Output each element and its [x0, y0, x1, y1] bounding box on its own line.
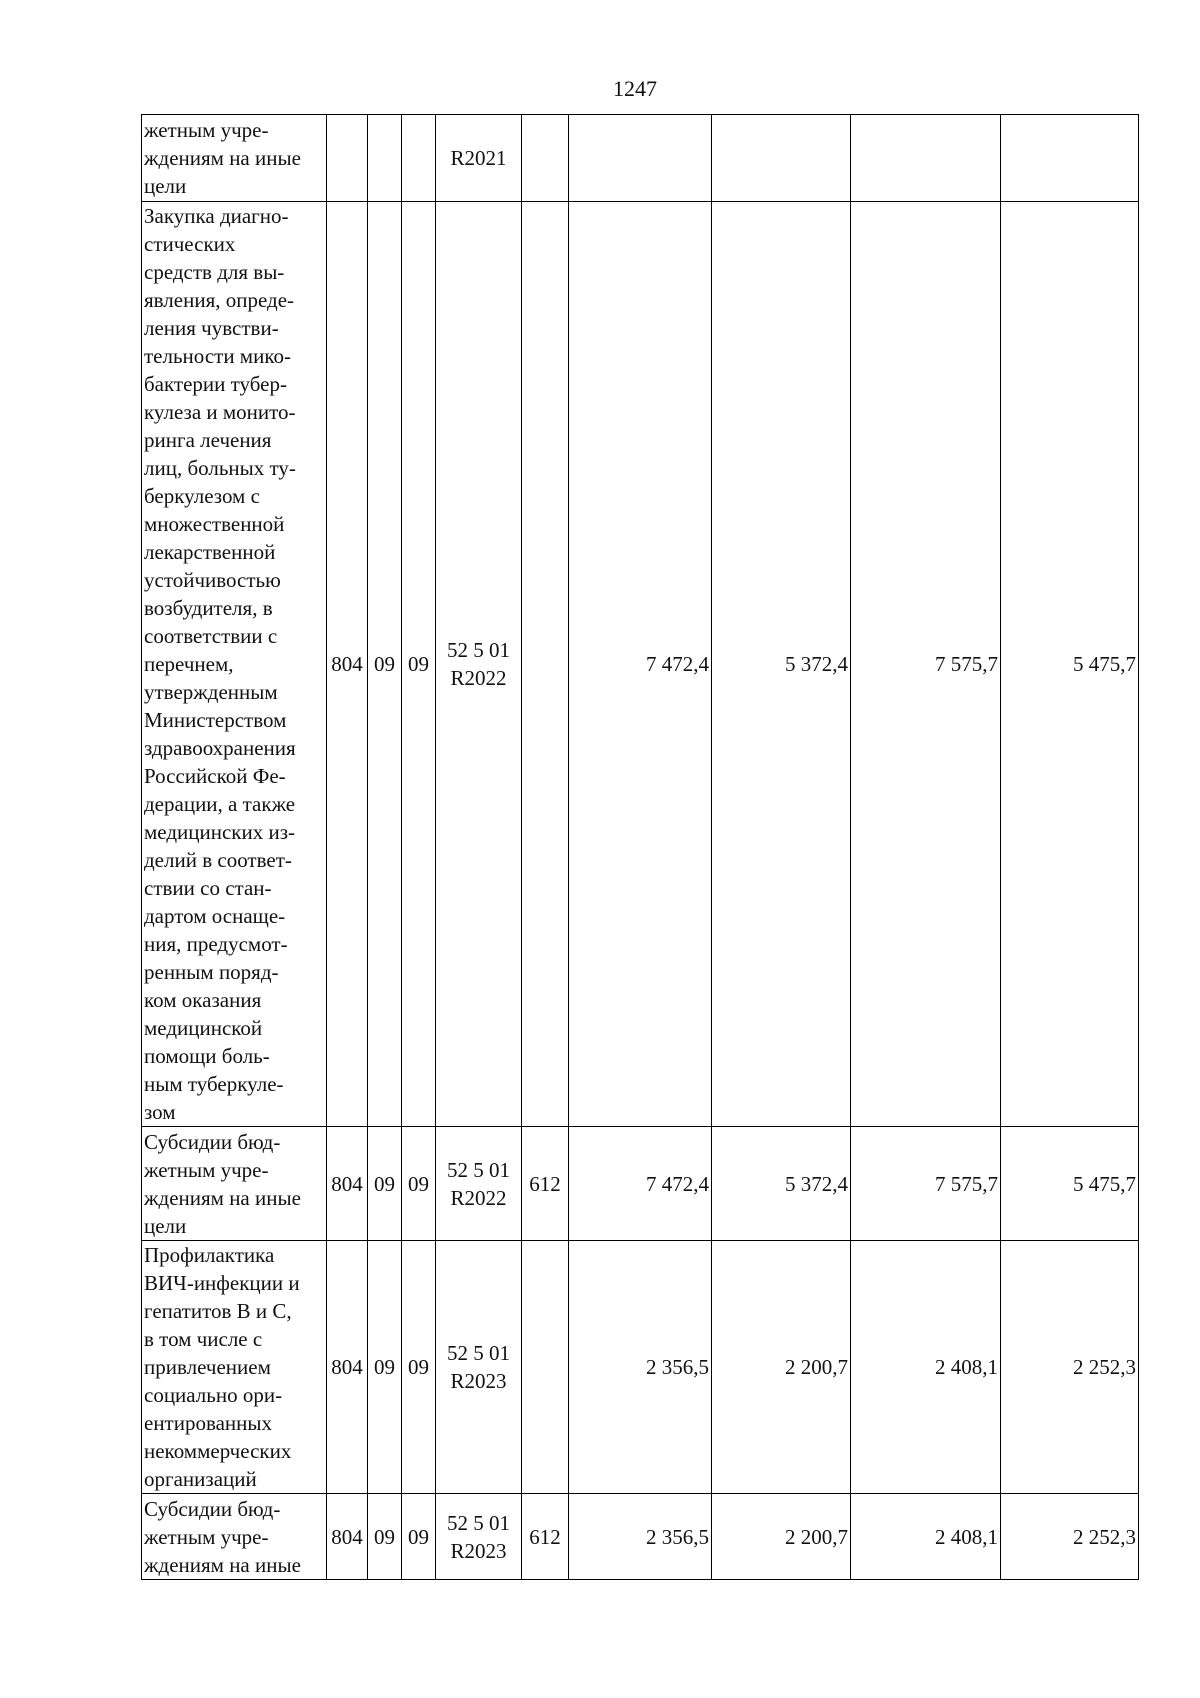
amount-cell-1: 7 472,4 [569, 1127, 712, 1241]
target-article-cell [436, 115, 522, 202]
description-line: привлечением [144, 1355, 271, 1379]
target-article-line: 52 5 01 [447, 638, 510, 662]
description-line: лекарственной [144, 540, 276, 564]
target-article-line: R2022 [450, 666, 507, 690]
table-row [142, 1241, 1139, 1494]
amount-cell-1 [569, 115, 712, 202]
target-article-line: 52 5 01 [447, 1341, 510, 1365]
description-cell [142, 1127, 327, 1241]
description-line: цели [144, 1213, 187, 1238]
description-line: тельности мико- [144, 344, 291, 368]
description-line: множественной [144, 512, 285, 536]
amount-cell-3: 2 408,1 [851, 1494, 1001, 1580]
description-line: соответствии с [144, 624, 278, 648]
description-line: ждениям на иные [144, 146, 301, 170]
description-cell [142, 115, 327, 202]
amount-cell-4: 5 475,7 [1001, 202, 1139, 1127]
ministry-code-cell: 804 [327, 1127, 368, 1241]
section-code-cell: 09 [368, 1127, 402, 1241]
expense-type-cell: 612 [522, 1494, 569, 1580]
target-article-line: 52 5 01 [447, 1157, 510, 1182]
amount-cell-2: 5 372,4 [712, 202, 851, 1127]
expense-type-cell [522, 115, 569, 202]
description-cell [142, 1241, 327, 1494]
amount-cell-2: 5 372,4 [712, 1127, 851, 1241]
target-article-line: R2023 [450, 1369, 507, 1393]
description-line: гепатитов В и С, [144, 1299, 292, 1323]
target-article-line: R2021 [450, 146, 507, 170]
amount-cell-3: 2 408,1 [851, 1241, 1001, 1494]
description-line: дерации, а также [144, 792, 296, 816]
description-line: социально ори- [144, 1383, 283, 1407]
subsection-code-cell: 09 [402, 1127, 436, 1241]
description-line: явления, опреде- [144, 288, 295, 312]
target-article-cell [436, 1127, 522, 1241]
section-code-cell [368, 115, 402, 202]
expense-type-cell [522, 1241, 569, 1494]
target-article-line: 52 5 01 [447, 1510, 510, 1535]
description-line: беркулезом с [144, 484, 260, 508]
subsection-code-cell: 09 [402, 1241, 436, 1494]
target-article-line: R2023 [450, 1538, 507, 1563]
description-line: жетным учре- [144, 1157, 269, 1182]
target-article-cell [436, 1494, 522, 1580]
amount-cell-4: 2 252,3 [1001, 1494, 1139, 1580]
description-line: ждениям на иные [144, 1185, 301, 1210]
amount-cell-3: 7 575,7 [851, 202, 1001, 1127]
table-body [142, 115, 1139, 1580]
section-code-cell: 09 [368, 202, 402, 1127]
description-line: цели [144, 174, 187, 198]
description-cell [142, 1494, 327, 1580]
ministry-code-cell: 804 [327, 1241, 368, 1494]
description-line: ния, предусмот- [144, 932, 288, 956]
table-row [142, 202, 1139, 1127]
page-number: 1247 [613, 76, 657, 101]
description-line: средств для вы- [144, 260, 285, 284]
subsection-code-cell: 09 [402, 1494, 436, 1580]
description-line: ренным поряд- [144, 960, 279, 984]
description-line: ком оказания [144, 988, 262, 1012]
description-line: кулеза и монито- [144, 400, 296, 424]
description-line: ринга лечения [144, 428, 272, 452]
budget-table [141, 114, 1139, 1580]
description-line: дартом оснаще- [144, 904, 286, 928]
amount-cell-2: 2 200,7 [712, 1241, 851, 1494]
section-code-cell: 09 [368, 1494, 402, 1580]
amount-cell-4 [1001, 115, 1139, 202]
expense-type-cell [522, 202, 569, 1127]
table-row [142, 1494, 1139, 1580]
description-line: медицинской [144, 1016, 263, 1040]
amount-cell-2 [712, 115, 851, 202]
target-article-cell [436, 1241, 522, 1494]
description-line: Министерством [144, 708, 287, 732]
expense-type-cell: 612 [522, 1127, 569, 1241]
description-line: Субсидии бюд- [144, 1129, 281, 1154]
description-line: Закупка диагно- [144, 204, 289, 228]
description-line: лиц, больных ту- [144, 456, 296, 480]
description-line: Российской Фе- [144, 764, 286, 788]
ministry-code-cell: 804 [327, 202, 368, 1127]
description-line: организаций [144, 1467, 257, 1491]
description-line: медицинских из- [144, 820, 296, 844]
amount-cell-2: 2 200,7 [712, 1494, 851, 1580]
description-line: ным туберкуле- [144, 1072, 284, 1096]
description-line: Субсидии бюд- [144, 1496, 281, 1521]
description-line: некоммерческих [144, 1439, 292, 1463]
description-line: жетным учре- [144, 118, 269, 142]
description-line: устойчивостью [144, 568, 281, 592]
amount-cell-1: 7 472,4 [569, 202, 712, 1127]
description-line: ждениям на иные [144, 1552, 301, 1577]
amount-cell-3: 7 575,7 [851, 1127, 1001, 1241]
description-line: бактерии тубер- [144, 372, 288, 396]
description-line: в том числе с [144, 1327, 263, 1351]
description-line: зом [144, 1100, 176, 1124]
description-line: здравоохранения [144, 736, 296, 760]
subsection-code-cell: 09 [402, 202, 436, 1127]
description-cell [142, 202, 327, 1127]
amount-cell-1: 2 356,5 [569, 1241, 712, 1494]
table-row [142, 115, 1139, 202]
description-line: ствии со стан- [144, 876, 272, 900]
table-row [142, 1127, 1139, 1241]
description-line: возбудителя, в [144, 596, 273, 620]
amount-cell-1: 2 356,5 [569, 1494, 712, 1580]
subsection-code-cell [402, 115, 436, 202]
target-article-line: R2022 [450, 1185, 507, 1210]
description-line: утвержденным [144, 680, 278, 704]
description-line: ентированных [144, 1411, 273, 1435]
amount-cell-4: 2 252,3 [1001, 1241, 1139, 1494]
amount-cell-3 [851, 115, 1001, 202]
description-line: стических [144, 232, 236, 256]
description-line: ВИЧ-инфекции и [144, 1271, 300, 1295]
description-line: жетным учре- [144, 1524, 269, 1549]
description-line: помощи боль- [144, 1044, 270, 1068]
ministry-code-cell: 804 [327, 1494, 368, 1580]
target-article-cell [436, 202, 522, 1127]
description-line: перечнем, [144, 652, 234, 676]
description-line: делий в соответ- [144, 848, 292, 872]
description-line: Профилактика [144, 1243, 275, 1267]
description-line: ления чувстви- [144, 316, 279, 340]
amount-cell-4: 5 475,7 [1001, 1127, 1139, 1241]
section-code-cell: 09 [368, 1241, 402, 1494]
ministry-code-cell [327, 115, 368, 202]
